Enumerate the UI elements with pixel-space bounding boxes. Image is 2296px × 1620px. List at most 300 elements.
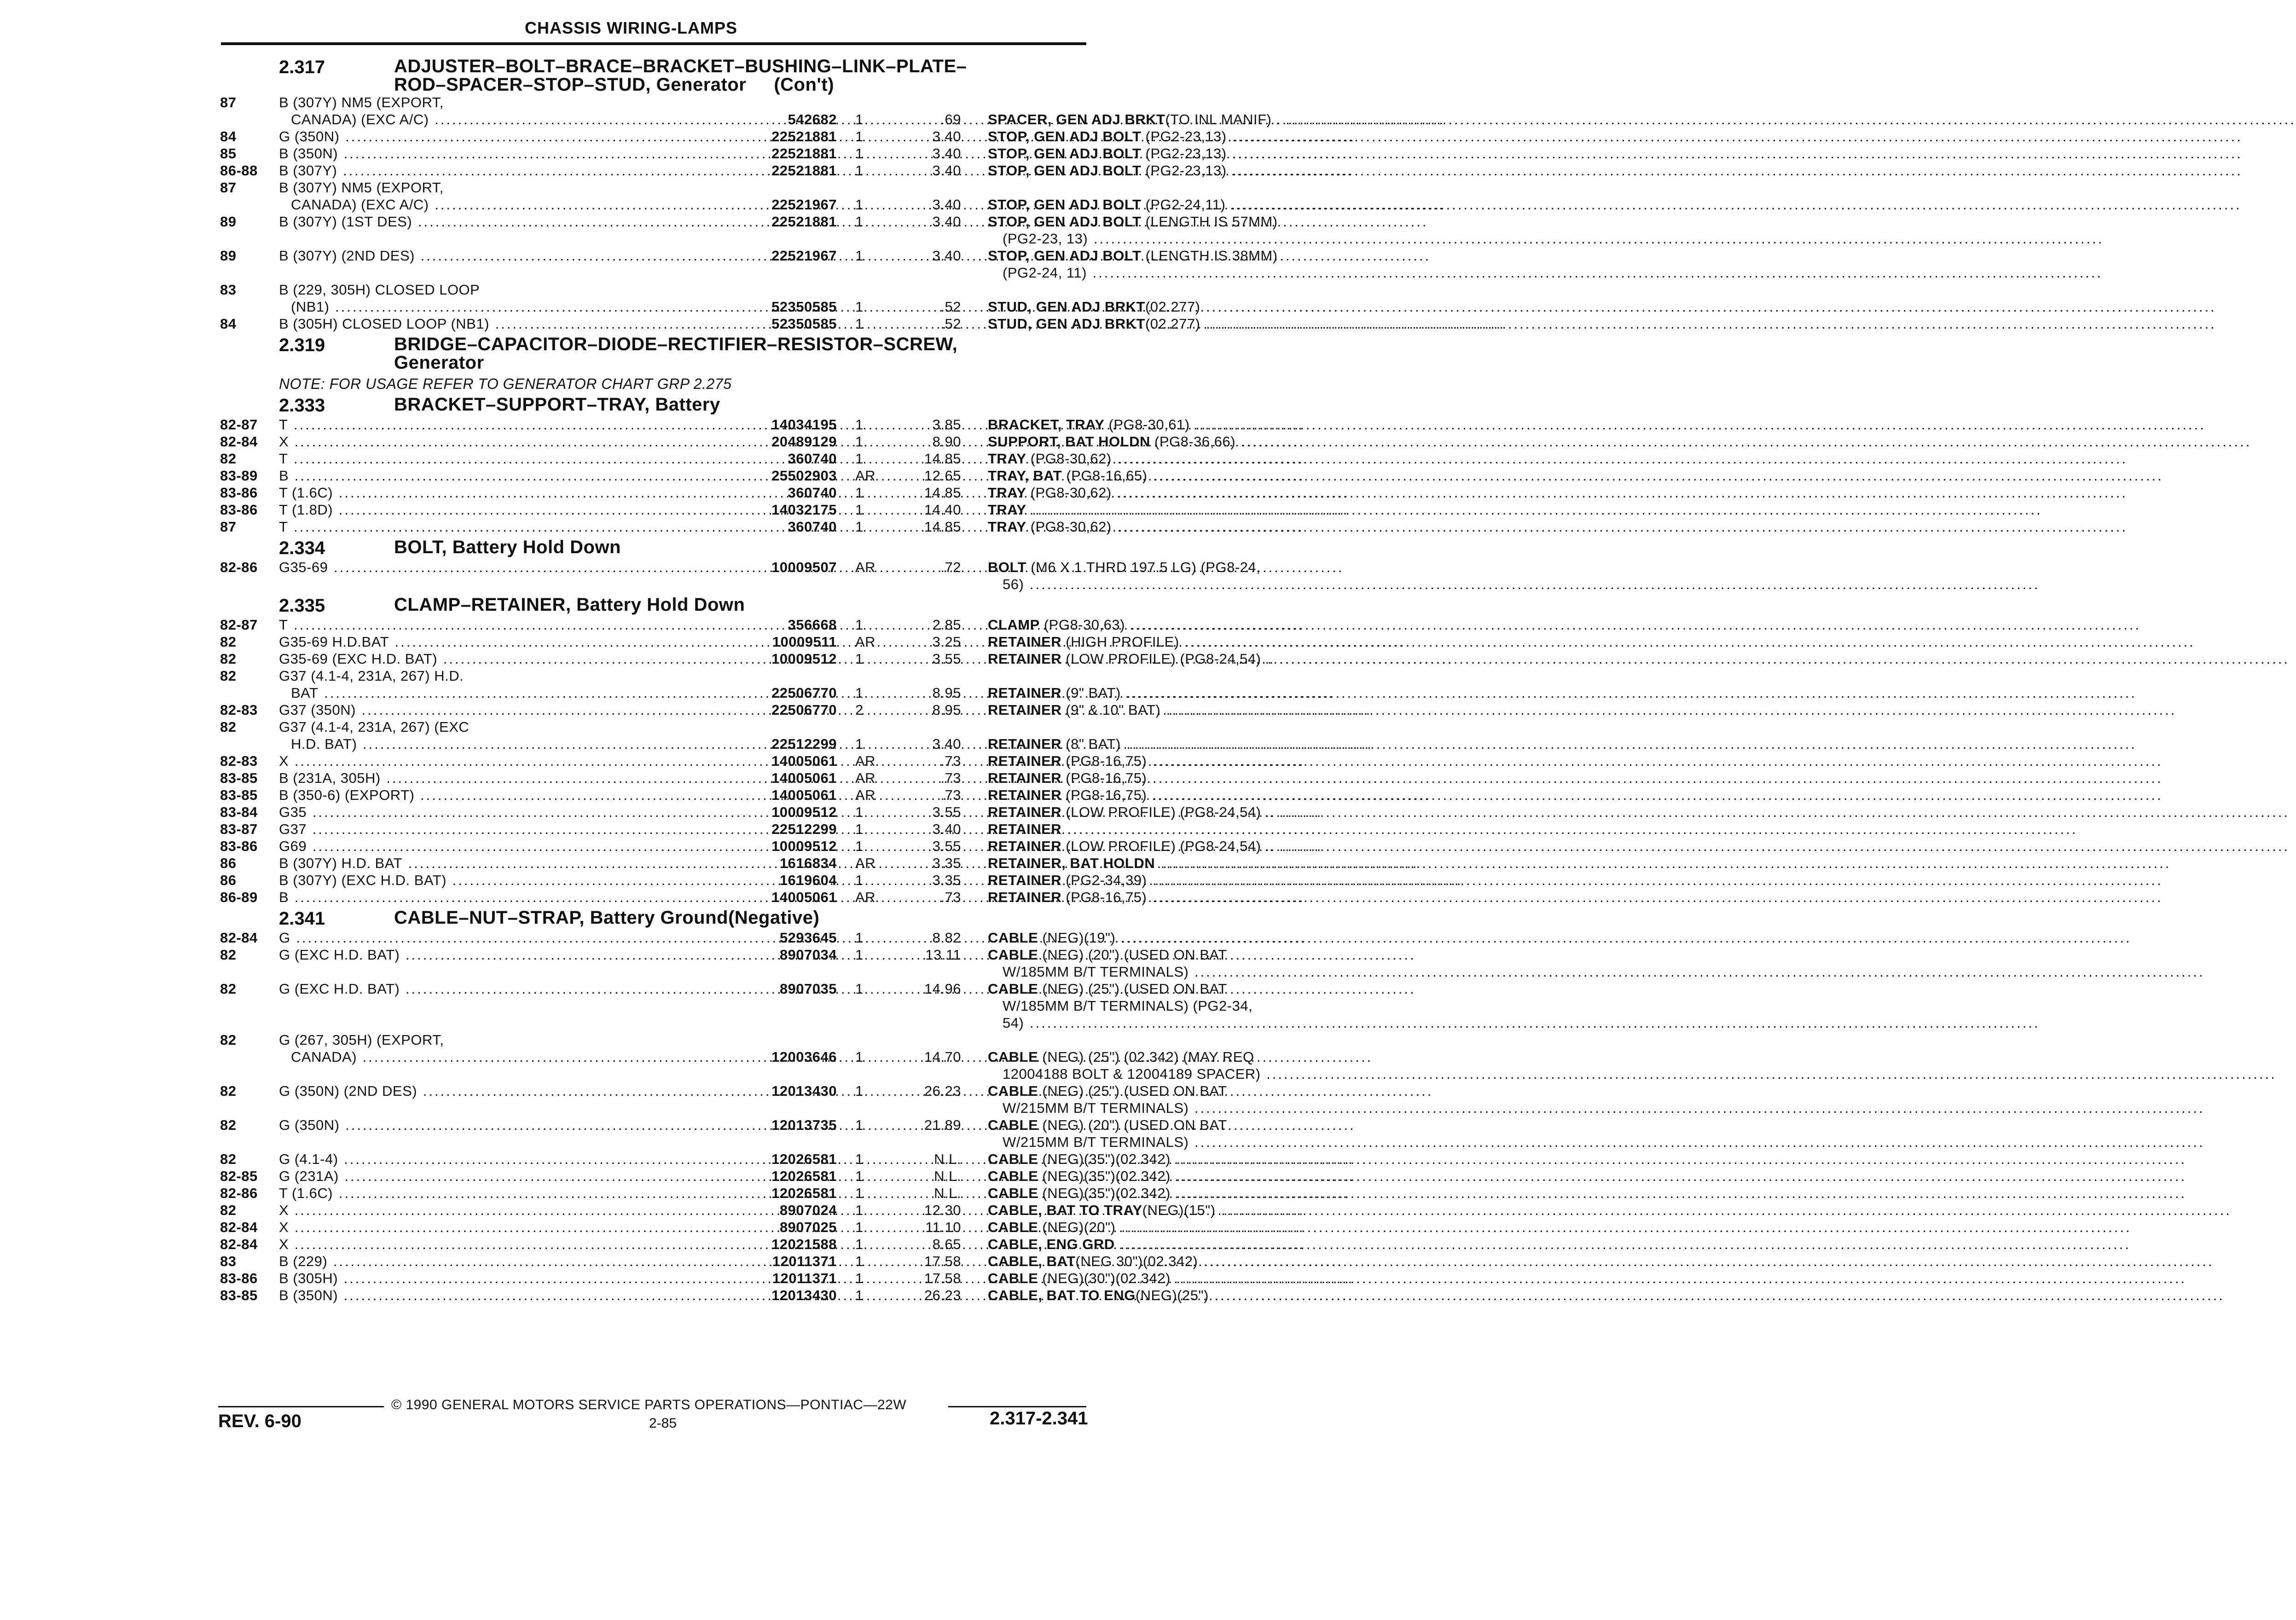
part-entry-line <box>220 264 1095 281</box>
price: 13.11 <box>925 947 961 963</box>
quantity: 1 <box>855 1253 864 1269</box>
quantity: 1 <box>855 214 864 230</box>
part-entry-line <box>220 501 1095 518</box>
part-number: 25502903 <box>771 468 837 484</box>
quantity: AR <box>855 855 876 871</box>
price: 3.40 <box>932 145 961 162</box>
part-entry <box>220 855 1155 872</box>
usage-description: G ..... <box>279 929 747 946</box>
usage-description: T ..... <box>279 518 747 535</box>
usage-description: G37 (4.1-4, 231A, 267) (EXC <box>279 719 470 735</box>
part-entry-line <box>220 1219 1116 1236</box>
part-entry <box>220 1082 1227 1117</box>
part-name: RETAINER (8" BAT) ..... <box>988 735 1324 752</box>
usage-description: T ..... <box>279 450 747 467</box>
part-entry <box>220 872 1147 889</box>
part-number: 14034195 <box>771 417 837 433</box>
section-title-text: CABLE–NUT–STRAP, Battery Ground(Negative) <box>394 908 820 928</box>
model-year: 86-88 <box>220 162 258 179</box>
section-header <box>220 395 1095 416</box>
part-name: STOP, GEN ADJ BOLT (LENGTH IS 57MM) <box>988 214 1278 230</box>
price: 14.85 <box>924 519 961 535</box>
quantity: 1 <box>855 128 864 145</box>
part-entry-line <box>220 633 1179 650</box>
part-name: STOP, GEN ADJ BOLT (PG2-24,11) ..... <box>988 196 1324 213</box>
part-name-keyword: RETAINER <box>988 889 1062 905</box>
section-number: 2.333 <box>279 395 325 416</box>
part-name: W/185MM B/T TERMINALS) ..... <box>1003 963 1324 980</box>
usage-description: B (305H) ..... <box>279 1270 747 1287</box>
footer-revision: REV. 6-90 <box>218 1411 301 1431</box>
part-entry <box>220 1031 1261 1082</box>
part-number: 1616834 <box>779 855 837 871</box>
model-year: 82-84 <box>220 930 258 946</box>
quantity: 1 <box>855 1117 864 1133</box>
model-year: 82 <box>220 651 237 667</box>
part-entry <box>220 1151 1171 1168</box>
part-entry <box>220 821 1095 838</box>
part-entry <box>220 179 1226 213</box>
part-entry-line <box>220 467 1148 484</box>
usage-description: B (307Y) (EXC H.D. BAT) ..... <box>279 872 747 889</box>
part-name: CABLE (NEG)(19") ..... <box>988 929 1324 946</box>
section-number: 2.317 <box>279 57 325 77</box>
part-name: CABLE (NEG)(20") ..... <box>988 1219 1324 1236</box>
section-title-line <box>394 596 1048 614</box>
price: N.L. <box>934 1151 961 1167</box>
section-number: 2.319 <box>279 335 325 355</box>
part-name: CABLE, BAT TO TRAY(NEG)(15") ..... <box>988 1202 1324 1219</box>
section-2-319 <box>220 335 1095 393</box>
part-entry-line <box>220 433 1236 450</box>
part-number: 12026581 <box>771 1168 837 1184</box>
quantity: 1 <box>855 821 864 837</box>
part-entry <box>220 980 1253 1031</box>
model-year: 83-85 <box>220 787 258 803</box>
model-year: 82-87 <box>220 417 258 433</box>
quantity: 1 <box>855 1270 864 1286</box>
usage-description: BAT ..... <box>291 684 747 701</box>
price: 14.70 <box>924 1049 961 1065</box>
part-entry-line <box>220 650 1274 667</box>
section-title-text: ROD–SPACER–STOP–STUD, Generator <box>394 75 747 95</box>
usage-description: T (1.8D) ..... <box>279 501 747 518</box>
model-year: 82 <box>220 1083 237 1099</box>
section-header <box>220 57 1095 94</box>
part-name-keyword: CLAMP <box>988 617 1040 633</box>
usage-description: G (267, 305H) (EXPORT, <box>279 1032 444 1048</box>
usage-description: G (350N) ..... <box>279 1117 747 1134</box>
part-name-keyword: CABLE <box>988 1168 1038 1184</box>
part-name <box>988 1236 1324 1253</box>
part-entry <box>220 770 1147 787</box>
part-name-keyword: CABLE <box>988 1151 1038 1167</box>
model-year: 82 <box>220 981 237 997</box>
part-entry <box>220 467 1148 484</box>
part-name: CABLE (NEG) (20") (USED ON BAT <box>988 1117 1227 1133</box>
part-name-keyword: RETAINER <box>988 838 1062 854</box>
part-entry <box>220 701 1161 718</box>
price: 26.23 <box>924 1083 961 1099</box>
part-name: RETAINER (HIGH PROFILE) ..... <box>988 633 1324 650</box>
usage-description: G35-69 (EXC H.D. BAT) ..... <box>279 650 747 667</box>
part-name-keyword: CABLE, BAT TO ENG <box>988 1287 1136 1303</box>
part-entry-line <box>220 1014 1095 1031</box>
part-entry <box>220 650 1274 667</box>
part-entry-line <box>220 1117 1227 1134</box>
part-number: 10009512 <box>771 838 837 854</box>
usage-description: T ..... <box>279 616 747 633</box>
part-name: SUPPORT, BAT HOLDN (PG8-36,66) ..... <box>988 433 1324 450</box>
usage-description: T (1.6C) ..... <box>279 1185 747 1202</box>
model-year: 86 <box>220 855 237 871</box>
part-entry <box>220 484 1112 501</box>
section-title-text: BRIDGE–CAPACITOR–DIODE–RECTIFIER–RESISTOR–SCREW, <box>394 334 958 354</box>
part-entry <box>220 281 1200 315</box>
section-title-line <box>394 538 1048 556</box>
part-entry-line <box>220 889 1147 906</box>
part-name: TRAY (PG8-30,62) ..... <box>988 450 1324 467</box>
quantity: 1 <box>855 162 864 179</box>
model-year: 83 <box>220 1253 237 1269</box>
price: 21.89 <box>924 1117 961 1133</box>
part-entry-line <box>220 980 1227 997</box>
part-entry <box>220 315 1200 332</box>
part-number: 22521967 <box>771 248 837 264</box>
part-entry-line <box>220 145 1227 162</box>
usage-description: B ..... <box>279 467 747 484</box>
part-entry <box>220 213 1278 247</box>
part-number: 22521881 <box>771 128 837 145</box>
part-name: RETAINER (LOW PROFILE) (PG8-24,54) .. ..... <box>988 804 1324 821</box>
part-entry <box>220 1236 1115 1253</box>
part-name-keyword: TRAY, BAT <box>988 468 1062 484</box>
usage-description: CANADA) (EXC A/C) ..... <box>291 111 747 128</box>
price: 3.40 <box>932 162 961 179</box>
model-year: 82-86 <box>220 559 258 575</box>
quantity: 1 <box>855 651 864 667</box>
part-entry-line <box>220 162 1227 179</box>
part-number: 12026581 <box>771 1185 837 1201</box>
part-name: STOP, GEN ADJ BOLT (PG2-23,13) ..... <box>988 128 1324 145</box>
model-year: 83-89 <box>220 468 258 484</box>
model-year: 82-84 <box>220 434 258 450</box>
part-entry-line <box>220 804 1274 821</box>
section-title-text: BRACKET–SUPPORT–TRAY, Battery <box>394 394 720 415</box>
quantity: AR <box>855 753 876 769</box>
model-year: 83-85 <box>220 770 258 786</box>
part-entry-line <box>220 872 1147 889</box>
section-title-line <box>394 335 1048 353</box>
usage-description: G (EXC H.D. BAT) ..... <box>279 946 747 963</box>
part-entry-line <box>220 684 1121 701</box>
section-title-text: BOLT, Battery Hold Down <box>394 537 621 557</box>
part-name: RETAINER (9" BAT) ..... <box>988 684 1324 701</box>
part-entry <box>220 616 1125 633</box>
part-name: W/215MM B/T TERMINALS) ..... <box>1003 1099 1324 1117</box>
part-number: 22506770 <box>771 702 837 718</box>
part-name-keyword: RETAINER <box>988 651 1062 667</box>
part-number: 12013430 <box>771 1083 837 1099</box>
part-entry-line <box>220 576 1095 593</box>
part-name: CABLE, BAT TO ENG(NEG)(25") ..... <box>988 1287 1324 1304</box>
usage-description: X ..... <box>279 1202 747 1219</box>
part-name-keyword: RETAINER <box>988 736 1062 752</box>
section-title <box>394 596 1048 614</box>
part-entry <box>220 787 1147 804</box>
quantity: 1 <box>855 316 864 332</box>
part-entry <box>220 1270 1171 1287</box>
price: .73 <box>940 753 961 769</box>
model-year: 83-85 <box>220 1287 258 1303</box>
part-name-keyword: STOP, GEN ADJ BOLT <box>988 145 1142 162</box>
part-entry-line <box>220 1031 1095 1048</box>
price: 3.40 <box>932 214 961 230</box>
part-name-keyword: RETAINER <box>988 685 1062 701</box>
model-year: 82-84 <box>220 1236 258 1252</box>
part-name: CABLE, BAT(NEG 30")(02.342) ..... <box>988 1253 1324 1270</box>
model-year: 83-86 <box>220 838 258 854</box>
part-entry <box>220 804 1274 821</box>
part-entry-line <box>220 484 1112 501</box>
part-name-keyword: TRAY <box>988 519 1026 535</box>
part-entry <box>220 94 1280 128</box>
quantity: 1 <box>855 145 864 162</box>
part-name: STOP, GEN ADJ BOLT (LENGTH IS 38MM) <box>988 248 1278 264</box>
part-name-keyword: RETAINER <box>988 634 1062 650</box>
part-number: 14032175 <box>771 502 837 518</box>
part-name-keyword: STOP, GEN ADJ BOLT <box>988 197 1142 213</box>
parts-catalog-content <box>220 54 1280 1304</box>
part-number: 52350585 <box>771 299 837 315</box>
part-entry <box>220 838 1274 855</box>
model-year: 87 <box>220 179 237 196</box>
quantity: 1 <box>855 930 864 946</box>
part-entry <box>220 433 1236 450</box>
part-name-keyword: BRACKET, TRAY <box>988 417 1105 433</box>
part-name: (PG2-23, 13) ..... <box>1003 230 1324 247</box>
part-name: CLAMP (PG8-30,63) ..... <box>988 616 1324 633</box>
section-title-text: CLAMP–RETAINER, Battery Hold Down <box>394 595 745 615</box>
model-year: 82 <box>220 1151 237 1167</box>
section-title-text: Generator <box>394 353 484 373</box>
part-entry <box>220 889 1147 906</box>
part-name: STUD, GEN ADJ BRKT(02.277) ..... <box>988 298 1324 315</box>
quantity: 1 <box>855 947 864 963</box>
part-entry-line <box>220 230 1095 247</box>
part-entry-line <box>220 213 1278 230</box>
quantity: 1 <box>855 1083 864 1099</box>
section-2-335 <box>220 595 1274 906</box>
usage-description: B (350N) ..... <box>279 145 747 162</box>
quantity: 1 <box>855 838 864 854</box>
model-year: 82 <box>220 1117 237 1133</box>
price: N.L. <box>934 1185 961 1201</box>
part-number: 52350585 <box>771 316 837 332</box>
usage-description: B ..... <box>279 889 747 906</box>
usage-description: X ..... <box>279 433 747 450</box>
part-name-keyword: CABLE, ENG GRD <box>988 1236 1115 1252</box>
part-number: 8907035 <box>779 981 837 997</box>
part-number: 5293645 <box>779 930 837 946</box>
part-entry <box>220 667 1121 701</box>
quantity: 1 <box>855 981 864 997</box>
price: 12.30 <box>924 1202 961 1218</box>
quantity: AR <box>855 634 876 650</box>
part-entry <box>220 450 1112 467</box>
part-name-keyword: STOP, GEN ADJ BOLT <box>988 128 1142 145</box>
section-continued-label: (Con't) <box>774 75 835 95</box>
usage-description: CANADA) ..... <box>291 1048 747 1065</box>
part-name: CABLE (NEG) (25") (02.342) (MAY REQ <box>988 1049 1254 1065</box>
part-entry-line <box>220 94 1095 111</box>
usage-description: G35-69 ..... <box>279 559 747 576</box>
page-header-title: CHASSIS WIRING-LAMPS <box>525 18 738 37</box>
quantity: 2 <box>855 702 864 718</box>
part-name: (PG2-24, 11) ..... <box>1003 264 1324 281</box>
part-entry-line <box>220 718 1095 735</box>
part-name-keyword: RETAINER <box>988 872 1062 888</box>
model-year: 82 <box>220 451 237 467</box>
part-entry-line <box>220 787 1147 804</box>
quantity: 1 <box>855 1168 864 1184</box>
part-entry <box>220 1117 1227 1151</box>
part-name-keyword: STUD, GEN ADJ BRKT <box>988 299 1145 315</box>
price: .73 <box>940 889 961 905</box>
part-number: 10009507 <box>771 559 837 575</box>
part-entry <box>220 752 1147 770</box>
section-2-334 <box>220 537 1261 593</box>
price: 12.65 <box>924 468 961 484</box>
price: 14.85 <box>924 485 961 501</box>
price: 8.82 <box>932 930 961 946</box>
price: 3.40 <box>932 128 961 145</box>
part-name-keyword: CABLE <box>988 981 1038 997</box>
part-entry-line <box>220 1151 1171 1168</box>
price: 3.85 <box>932 417 961 433</box>
part-name: CABLE (NEG)(35")(02.342) ..... <box>988 1151 1324 1168</box>
part-name: CABLE (NEG)(35")(02.342) ..... <box>988 1168 1324 1185</box>
usage-description: B (307Y) (1ST DES) ..... <box>279 213 747 230</box>
part-name-keyword: TRAY <box>988 451 1026 467</box>
section-header <box>220 596 1095 616</box>
part-number: 20489129 <box>771 434 837 450</box>
usage-description: CANADA) (EXC A/C) ..... <box>291 196 747 213</box>
quantity: 1 <box>855 736 864 752</box>
section-title <box>394 908 1048 927</box>
price: .73 <box>940 770 961 786</box>
usage-description: X ..... <box>279 1236 747 1253</box>
part-entry-line <box>220 450 1112 467</box>
part-name-keyword: STUD, GEN ADJ BRKT <box>988 316 1145 332</box>
quantity: 1 <box>855 1219 864 1235</box>
part-name-keyword: CABLE <box>988 1117 1038 1133</box>
part-entry-line <box>220 752 1147 770</box>
part-entry-line <box>220 128 1227 145</box>
part-name-keyword: RETAINER, BAT HOLDN <box>988 855 1155 871</box>
section-number: 2.335 <box>279 596 325 616</box>
usage-description: G69 ..... <box>279 838 747 855</box>
part-name: RETAINER (9" & 10" BAT) ..... <box>988 701 1324 718</box>
part-name: 54) ..... <box>1003 1014 1324 1031</box>
usage-description: G37 (350N) ..... <box>279 701 747 718</box>
usage-description: B (350-6) (EXPORT) ..... <box>279 787 747 804</box>
part-entry-line <box>220 298 1200 315</box>
section-title-line <box>394 75 1048 94</box>
section-title <box>394 335 1048 372</box>
part-name-keyword: CABLE <box>988 1185 1038 1201</box>
quantity: 1 <box>855 519 864 535</box>
price: 3.55 <box>932 804 961 820</box>
quantity: AR <box>855 770 876 786</box>
part-name-keyword: RETAINER <box>988 787 1062 803</box>
section-title <box>394 538 1048 556</box>
part-entry <box>220 162 1227 179</box>
part-entry-line <box>220 667 1095 684</box>
part-name: W/215MM B/T TERMINALS) ..... <box>1003 1134 1324 1151</box>
section-2-317 <box>220 56 1280 332</box>
section-title-line <box>394 908 1048 927</box>
usage-description: G37 (4.1-4, 231A, 267) H.D. <box>279 668 464 684</box>
price: 3.40 <box>932 821 961 837</box>
part-name: RETAINER (PG2-34,39) ..... <box>988 872 1324 889</box>
part-name-keyword: BOLT <box>988 559 1027 575</box>
price: 14.96 <box>924 981 961 997</box>
part-name-keyword: SUPPORT, BAT HOLDN <box>988 434 1150 450</box>
quantity: 1 <box>855 299 864 315</box>
part-name: RETAINER (PG8-16,75) ..... <box>988 752 1324 770</box>
usage-description: B (229) ..... <box>279 1253 747 1270</box>
section-number: 2.334 <box>279 538 325 558</box>
part-name: STOP, GEN ADJ BOLT (PG2-23,13) ..... <box>988 145 1324 162</box>
model-year: 89 <box>220 248 237 264</box>
price: 3.25 <box>932 634 961 650</box>
part-number: 22506770 <box>771 685 837 701</box>
price: 3.35 <box>932 855 961 871</box>
usage-description: T ..... <box>279 416 747 433</box>
quantity: 1 <box>855 417 864 433</box>
part-entry-line <box>220 997 1253 1014</box>
part-entry <box>220 929 1116 946</box>
part-name: 56) ..... <box>1003 576 1324 593</box>
part-entry-line <box>220 1236 1115 1253</box>
part-number: 10009512 <box>771 804 837 820</box>
section-2-333 <box>220 394 1236 535</box>
part-name: RETAINER (PG8-16,75) ..... <box>988 770 1324 787</box>
price: 2.85 <box>932 617 961 633</box>
price: .73 <box>940 787 961 803</box>
quantity: 1 <box>855 451 864 467</box>
price: .52 <box>940 316 961 332</box>
part-number: 12026581 <box>771 1151 837 1167</box>
part-name: RETAINER (PG8-16,75) ..... <box>988 889 1324 906</box>
part-number: 14005061 <box>771 787 837 803</box>
model-year: 83-86 <box>220 1270 258 1286</box>
footer-rule-left <box>218 1406 384 1407</box>
part-name: CABLE (NEG) (20") (USED ON BAT <box>988 947 1227 963</box>
quantity: 1 <box>855 197 864 213</box>
part-entry-line <box>220 196 1226 213</box>
part-number: 12011371 <box>772 1270 837 1286</box>
price: 3.55 <box>932 651 961 667</box>
price: 3.35 <box>932 872 961 888</box>
part-number: 360740 <box>788 485 837 501</box>
part-entry-line <box>220 1202 1216 1219</box>
price: N.L. <box>934 1168 961 1184</box>
part-entry <box>220 501 1095 518</box>
part-number: 12011371 <box>772 1253 837 1269</box>
part-name: 12004188 BOLT & 12004189 SPACER) ..... <box>1003 1065 1324 1082</box>
